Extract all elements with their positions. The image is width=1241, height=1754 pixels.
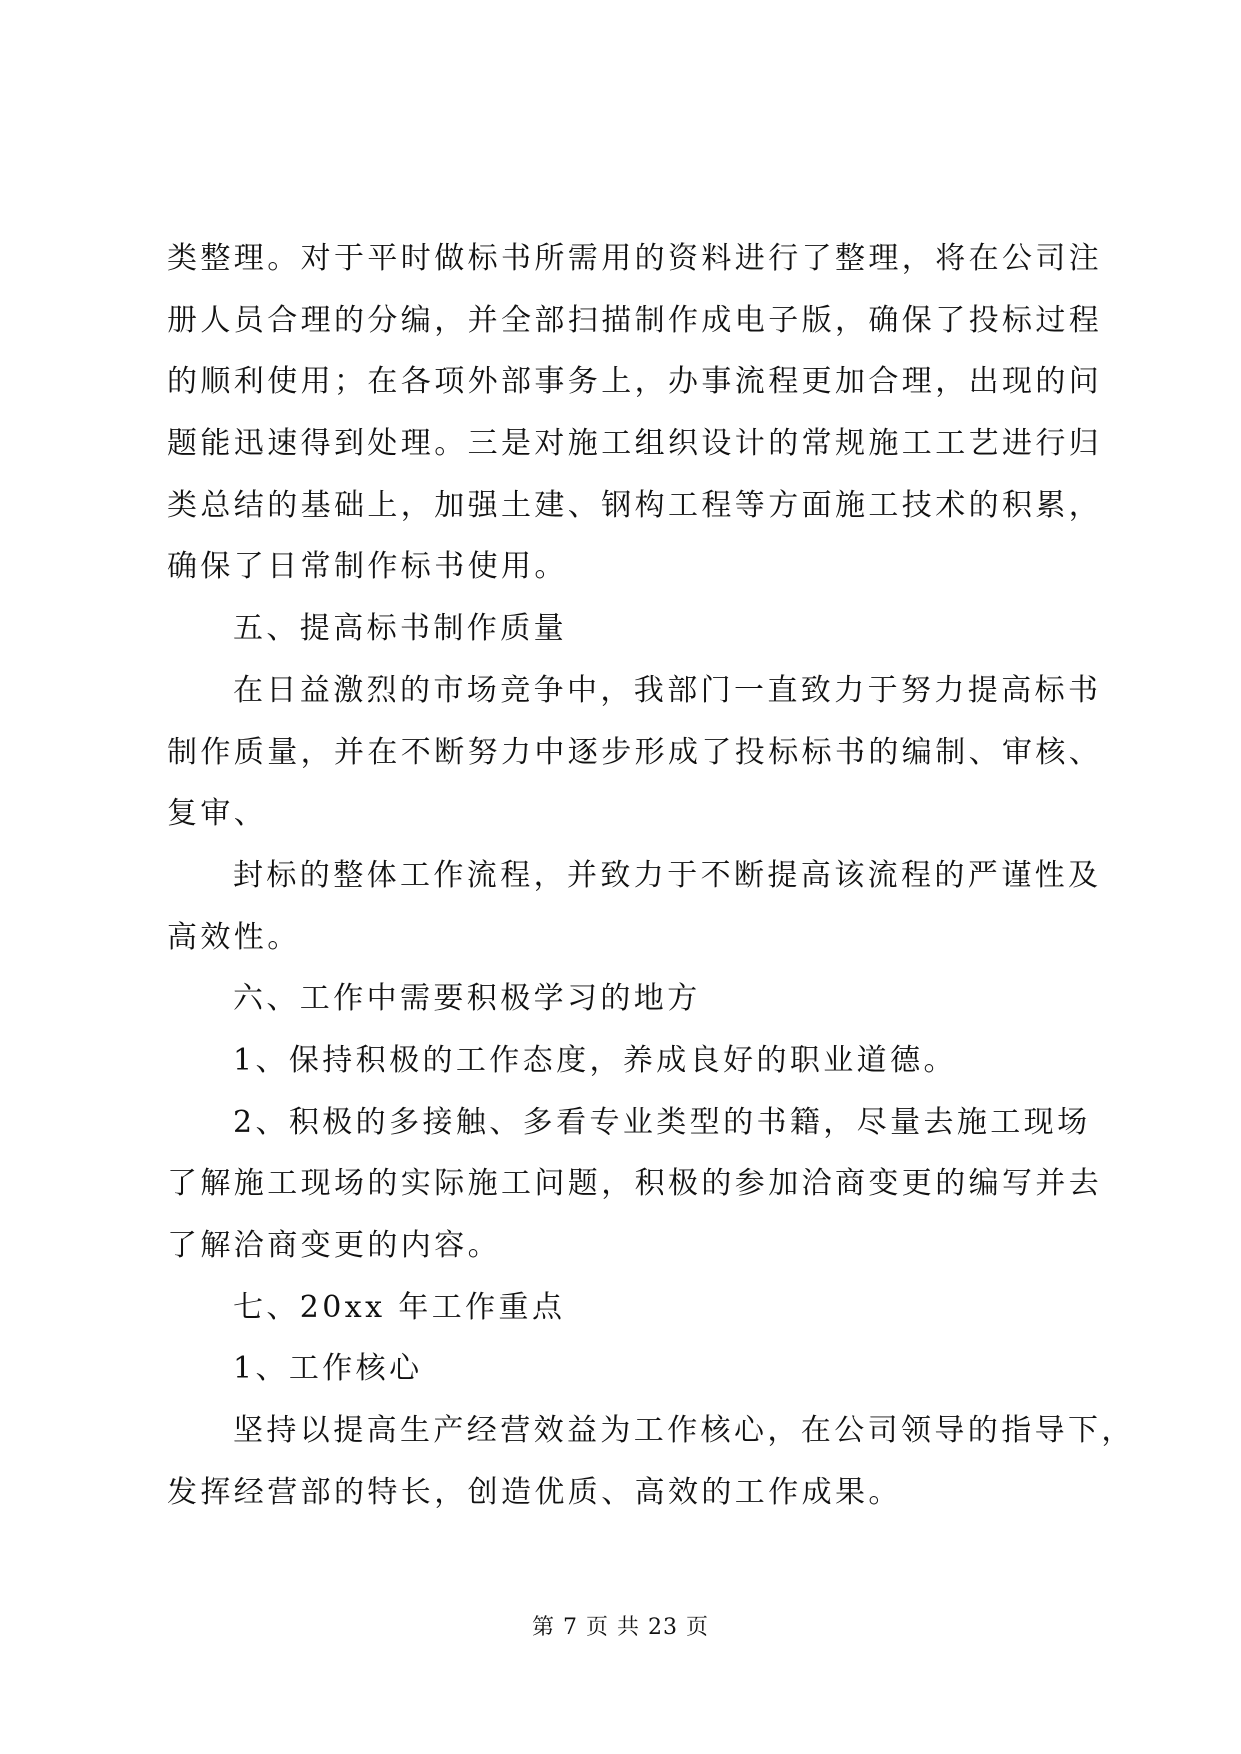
text-line: 类总结的基础上，加强土建、钢构工程等方面施工技术的积累， (167, 487, 1103, 523)
section-heading: 五、提高标书制作质量 (233, 611, 567, 647)
text-line: 封标的整体工作流程，并致力于不断提高该流程的严谨性及 (233, 857, 1102, 893)
text-line: 的顺利使用；在各项外部事务上，办事流程更加合理，出现的问 (167, 364, 1103, 400)
text-line: 类整理。对于平时做标书所需用的资料进行了整理，将在公司注 (167, 241, 1103, 276)
section-heading: 七、20xx 年工作重点 (233, 1289, 566, 1325)
subsection-heading: 1、工作核心 (233, 1351, 423, 1387)
text-line: 在日益激烈的市场竞争中，我部门一直致力于努力提高标书 (233, 672, 1102, 708)
text-line: 了解施工现场的实际施工问题，积极的参加洽商变更的编写并去 (167, 1166, 1103, 1202)
text-line: 制作质量，并在不断努力中逐步形成了投标标书的编制、审核、 (167, 734, 1103, 770)
page-number-footer: 第 7 页 共 23 页 (532, 1615, 709, 1640)
section-heading: 六、工作中需要积极学习的地方 (233, 981, 701, 1017)
text-line: 题能迅速得到处理。三是对施工组织设计的常规施工工艺进行归 (167, 426, 1103, 462)
document-body (167, 228, 1135, 1523)
text-line: 册人员合理的分编，并全部扫描制作成电子版，确保了投标过程 (167, 302, 1103, 338)
list-item: 1、保持积极的工作态度，养成良好的职业道德。 (233, 1042, 957, 1078)
text-line: 了解洽商变更的内容。 (167, 1228, 501, 1263)
text-line: 高效性。 (167, 919, 301, 955)
text-line: 确保了日常制作标书使用。 (167, 549, 568, 585)
list-item: 2、积极的多接触、多看专业类型的书籍，尽量去施工现场 (233, 1104, 1091, 1140)
text-line: 坚持以提高生产经营效益为工作核心，在公司领导的指导下， (233, 1413, 1135, 1449)
text-line: 发挥经营部的特长，创造优质、高效的工作成果。 (167, 1474, 902, 1510)
text-line: 复审、 (167, 796, 268, 832)
